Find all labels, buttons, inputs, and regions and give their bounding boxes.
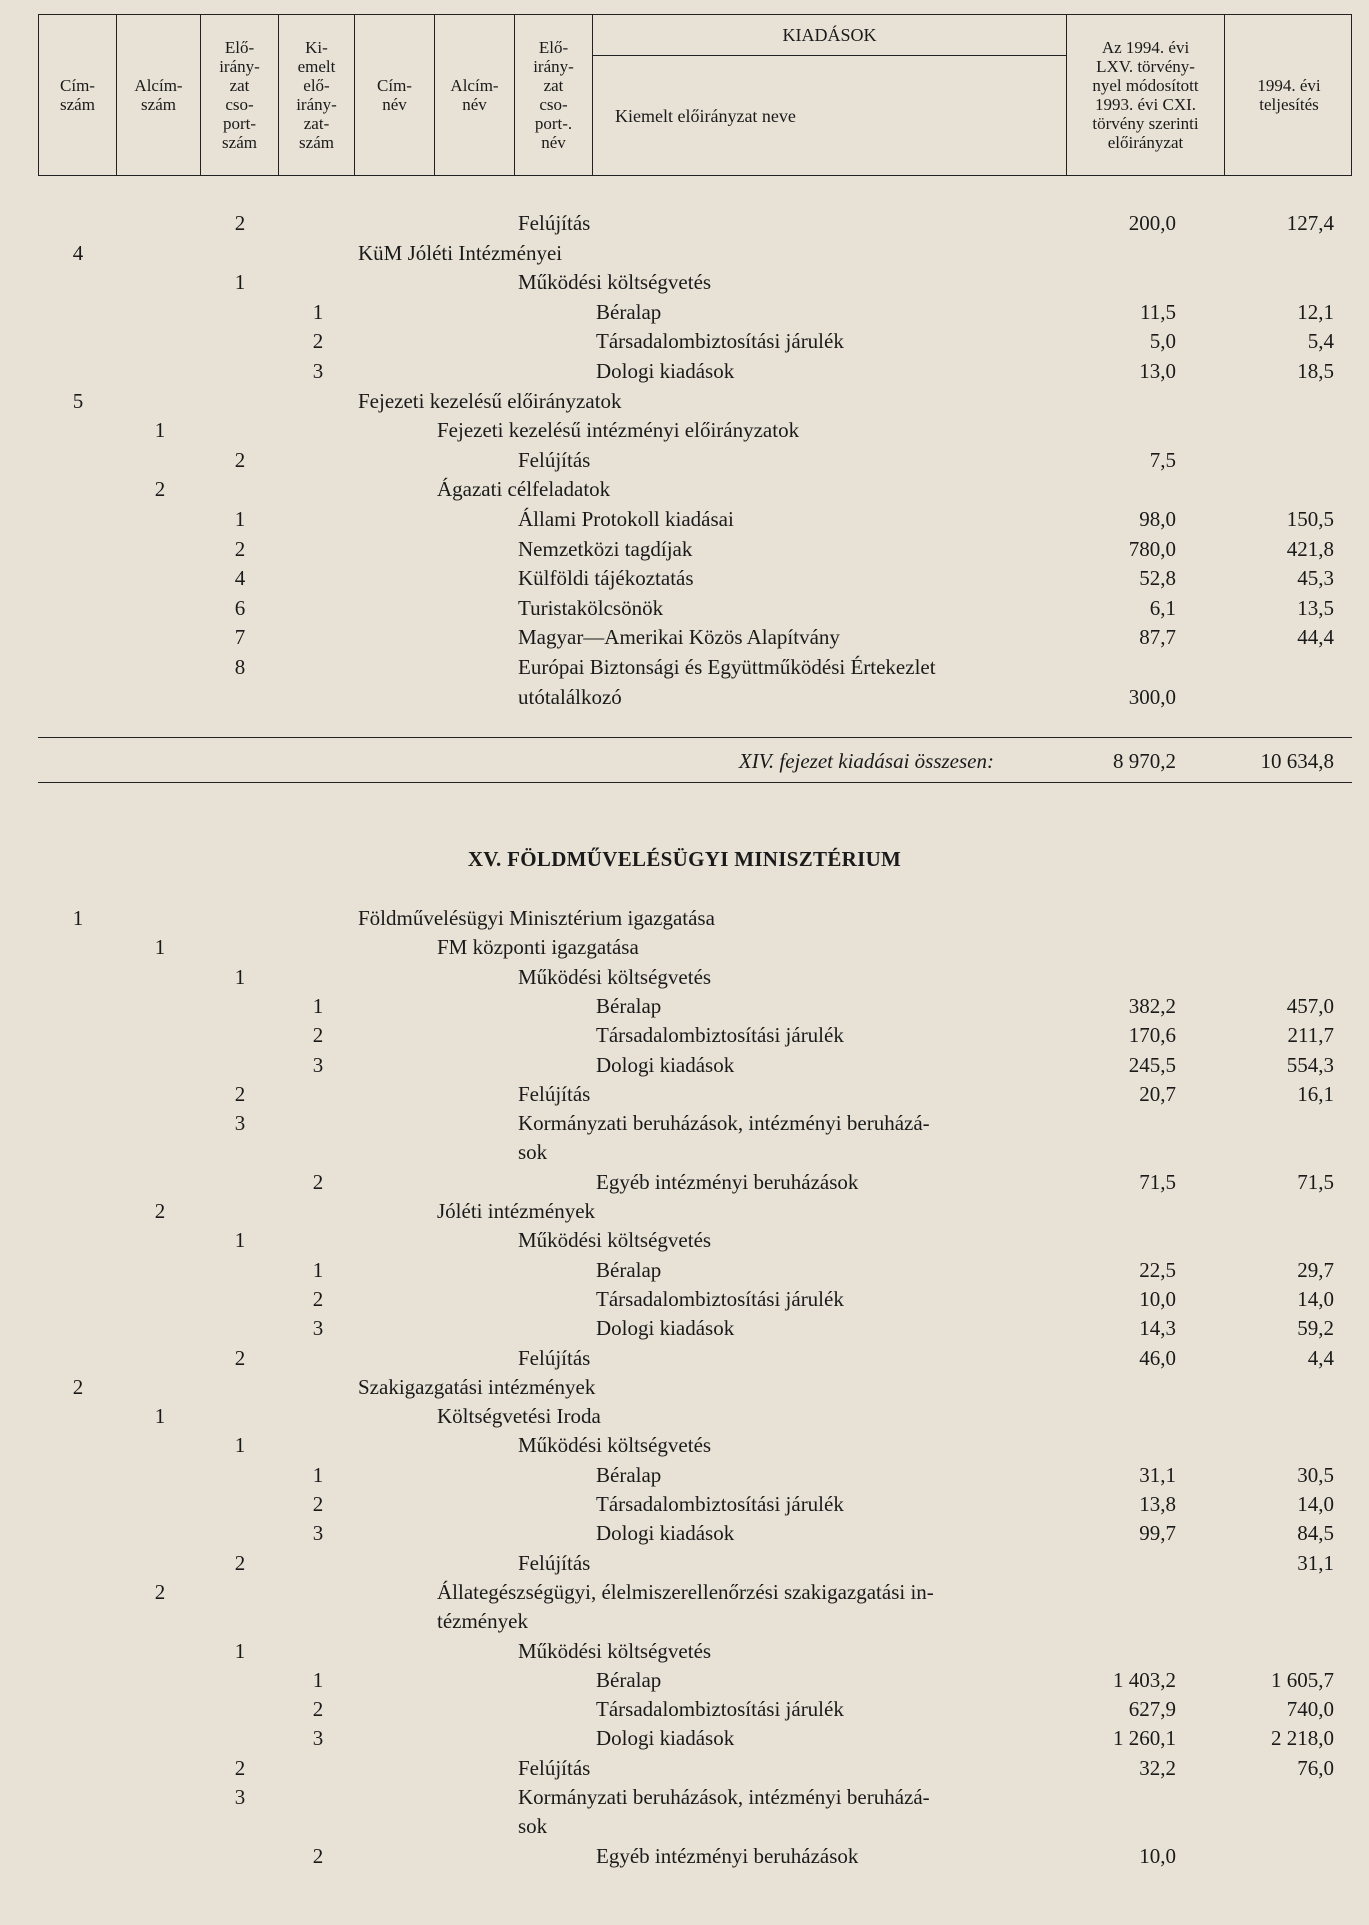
value-modositott: 7,5 <box>1149 447 1176 472</box>
alcim-szam: 1 <box>154 418 166 443</box>
table-row <box>0 1109 1369 1137</box>
item-name: Dologi kiadások <box>596 359 735 383</box>
item-name: Működési költségvetés <box>518 270 712 295</box>
table-row <box>0 1344 1369 1372</box>
header-1994-teljesites: 1994. évi teljesítés <box>1257 76 1321 114</box>
value-teljesites: 12,1 <box>1297 299 1334 324</box>
item-name: Működési költségvetés <box>518 964 712 989</box>
header-eloiranyzat-csoport-nev: Elő- irány- zat cso- port-. név <box>515 15 593 175</box>
value-modositott: 170,6 <box>1128 1023 1176 1048</box>
item-name: sok <box>518 1814 548 1839</box>
eloiranyzat-csoport-szam: 2 <box>234 211 246 235</box>
table-row <box>0 298 1369 326</box>
value-teljesites: 150,5 <box>1286 507 1334 531</box>
item-name: Működési költségvetés <box>518 1228 712 1253</box>
value-modositott: 627,9 <box>1128 1697 1176 1722</box>
item-name: Társadalombiztosítási járulék <box>596 329 844 354</box>
alcim-szam: 1 <box>154 935 166 960</box>
value-modositott: 14,3 <box>1139 1316 1176 1341</box>
table-row <box>0 1168 1369 1196</box>
item-name: Állategészségügyi, élelmiszerellenőrzési szakigazgatási in- <box>437 1579 934 1604</box>
kiemelt-eloiranyzat-szam: 2 <box>312 329 324 354</box>
item-name: Egyéb intézményi beruházások <box>596 1169 859 1194</box>
table-row <box>0 1431 1369 1459</box>
value-modositott: 10,0 <box>1139 1286 1176 1311</box>
value-teljesites: 31,1 <box>1297 1550 1334 1575</box>
item-name: FM központi igazgatása <box>437 935 639 960</box>
item-name: Külföldi tájékoztatás <box>518 566 694 591</box>
alcim-szam: 2 <box>154 1199 166 1223</box>
eloiranyzat-csoport-szam: 2 <box>234 1550 246 1575</box>
header-alcim-szam: Alcím- szám <box>117 15 201 175</box>
value-modositott: 22,5 <box>1139 1257 1176 1282</box>
value-modositott: 382,2 <box>1128 993 1176 1018</box>
table-row <box>0 963 1369 991</box>
value-teljesites: 14,0 <box>1297 1492 1334 1516</box>
table-row <box>0 1080 1369 1108</box>
kiemelt-eloiranyzat-szam: 2 <box>312 1697 324 1722</box>
table-row <box>0 535 1369 563</box>
item-name: Fejezeti kezelésű intézményi előirányzatok <box>437 418 800 443</box>
table-row <box>0 1285 1369 1313</box>
item-name: Kormányzati beruházások, intézményi beruházá- <box>518 1785 930 1809</box>
value-teljesites: 211,7 <box>1287 1023 1334 1048</box>
value-modositott: 98,0 <box>1139 507 1176 531</box>
kiemelt-eloiranyzat-szam: 1 <box>312 299 324 324</box>
item-name: Működési költségvetés <box>518 1638 712 1663</box>
eloiranyzat-csoport-szam: 7 <box>234 625 246 650</box>
value-modositott: 13,8 <box>1139 1492 1176 1516</box>
value-teljesites: 45,3 <box>1297 566 1334 591</box>
value-modositott: 5,0 <box>1149 329 1176 354</box>
table-row <box>0 992 1369 1020</box>
table-row <box>0 1373 1369 1401</box>
value-teljesites: 59,2 <box>1297 1316 1334 1341</box>
eloiranyzat-csoport-szam: 4 <box>234 566 246 591</box>
kiemelt-eloiranyzat-szam: 3 <box>312 359 324 383</box>
item-name: Költségvetési Iroda <box>437 1404 601 1429</box>
divider-top <box>38 737 1352 738</box>
table-row <box>0 1256 1369 1284</box>
eloiranyzat-csoport-szam: 8 <box>234 655 246 679</box>
table-row <box>0 1197 1369 1225</box>
item-name: Európai Biztonsági és Együttműködési Értekezlet <box>518 655 936 679</box>
item-name: Felújítás <box>518 447 591 472</box>
item-name: Egyéb intézményi beruházások <box>596 1843 859 1868</box>
eloiranyzat-csoport-szam: 2 <box>234 536 246 561</box>
header-eloiranyzat-csoport-szam: Elő- irány- zat cso- port- szám <box>201 15 279 175</box>
cim-szam: 1 <box>72 906 84 930</box>
table-row <box>0 416 1369 444</box>
item-name: Felújítás <box>518 1345 591 1370</box>
table-row <box>0 1461 1369 1489</box>
table-row <box>0 1519 1369 1547</box>
kiemelt-eloiranyzat-szam: 2 <box>312 1286 324 1311</box>
item-name: Dologi kiadások <box>596 1052 735 1077</box>
header-alcim-nev: Alcím- név <box>435 15 515 175</box>
item-name: Jóléti intézmények <box>437 1199 596 1223</box>
table-row <box>0 1490 1369 1518</box>
header-1994-modositott-eloiranyzat: Az 1994. évi LXV. törvény- nyel módosított 1993. évi CXI. törvény szerinti előirányzat <box>1067 15 1225 175</box>
value-teljesites: 2 218,0 <box>1271 1726 1334 1751</box>
value-modositott: 13,0 <box>1139 359 1176 383</box>
table-row <box>0 239 1369 267</box>
value-modositott: 1 260,1 <box>1113 1726 1176 1751</box>
value-teljesites: 1 605,7 <box>1271 1667 1334 1692</box>
item-name: Felújítás <box>518 1081 591 1106</box>
eloiranyzat-csoport-szam: 1 <box>234 1228 246 1253</box>
divider-bottom <box>38 782 1352 783</box>
item-name: tézmények <box>437 1609 528 1634</box>
item-name: Társadalombiztosítási járulék <box>596 1023 844 1048</box>
eloiranyzat-csoport-szam: 2 <box>234 447 246 472</box>
table-row <box>0 653 1369 681</box>
item-name: Ágazati célfeladatok <box>437 477 611 502</box>
table-row <box>0 623 1369 651</box>
table-row <box>0 475 1369 503</box>
table-row <box>0 268 1369 296</box>
item-name: Béralap <box>596 1667 662 1692</box>
item-name: sok <box>518 1140 548 1165</box>
kiemelt-eloiranyzat-szam: 3 <box>312 1316 324 1341</box>
eloiranyzat-csoport-szam: 1 <box>234 1638 246 1663</box>
item-name: Felújítás <box>518 211 591 235</box>
eloiranyzat-csoport-szam: 1 <box>234 507 246 531</box>
table-header <box>38 14 1352 176</box>
item-name: utótalálkozó <box>518 684 622 709</box>
kiemelt-eloiranyzat-szam: 1 <box>312 993 324 1018</box>
item-name: Működési költségvetés <box>518 1433 712 1458</box>
value-modositott: 20,7 <box>1139 1081 1176 1106</box>
alcim-szam: 1 <box>154 1404 166 1429</box>
eloiranyzat-csoport-szam: 3 <box>234 1785 246 1809</box>
value-teljesites: 18,5 <box>1297 359 1334 383</box>
table-row <box>0 1607 1369 1635</box>
item-name: Társadalombiztosítási járulék <box>596 1492 844 1516</box>
value-modositott: 99,7 <box>1139 1521 1176 1546</box>
kiemelt-eloiranyzat-szam: 1 <box>312 1462 324 1487</box>
value-modositott: 6,1 <box>1149 595 1176 620</box>
item-name: Földművelésügyi Minisztérium igazgatása <box>358 906 715 930</box>
table-row <box>0 387 1369 415</box>
item-name: Dologi kiadások <box>596 1316 735 1341</box>
eloiranyzat-csoport-szam: 1 <box>234 270 246 295</box>
table-row <box>0 357 1369 385</box>
value-teljesites: 30,5 <box>1297 1462 1334 1487</box>
table-row <box>0 1783 1369 1811</box>
value-modositott: 11,5 <box>1140 299 1176 324</box>
value-teljesites: 554,3 <box>1286 1052 1334 1077</box>
table-row <box>0 683 1369 711</box>
value-teljesites: 5,4 <box>1307 329 1334 354</box>
table-row <box>0 1138 1369 1166</box>
value-teljesites: 29,7 <box>1297 1257 1334 1282</box>
kiemelt-eloiranyzat-szam: 1 <box>312 1667 324 1692</box>
value-modositott: 10,0 <box>1139 1843 1176 1868</box>
alcim-szam: 2 <box>154 1579 166 1604</box>
alcim-szam: 2 <box>154 477 166 502</box>
kiemelt-eloiranyzat-szam: 3 <box>312 1521 324 1546</box>
header-kiadasok-title: KIADÁSOK <box>593 15 1066 56</box>
table-row <box>0 1578 1369 1606</box>
table-row <box>0 933 1369 961</box>
table-row <box>0 1666 1369 1694</box>
item-name: Béralap <box>596 1257 662 1282</box>
table-row <box>0 1314 1369 1342</box>
item-name: Béralap <box>596 993 662 1018</box>
table-row <box>0 1754 1369 1782</box>
table-row <box>0 327 1369 355</box>
value-modositott: 32,2 <box>1139 1755 1176 1780</box>
value-modositott: 52,8 <box>1139 566 1176 591</box>
kiemelt-eloiranyzat-szam: 1 <box>312 1257 324 1282</box>
value-teljesites: 16,1 <box>1297 1081 1334 1106</box>
item-name: Társadalombiztosítási járulék <box>596 1286 844 1311</box>
table-row <box>0 1226 1369 1254</box>
table-row <box>0 594 1369 622</box>
item-name: Nemzetközi tagdíjak <box>518 536 693 561</box>
table-row <box>0 505 1369 533</box>
total-value-teljesites: 10 634,8 <box>1260 749 1334 773</box>
value-teljesites: 421,8 <box>1286 536 1334 561</box>
item-name: KüM Jóléti Intézményei <box>358 240 563 265</box>
value-teljesites: 457,0 <box>1286 993 1334 1018</box>
item-name: Béralap <box>596 299 662 324</box>
value-modositott: 300,0 <box>1128 684 1176 709</box>
table-row <box>0 1724 1369 1752</box>
table-row <box>0 1051 1369 1079</box>
header-kiemelt-eloiranyzat-szam: Ki- emelt elő- irány- zat- szám <box>279 15 355 175</box>
value-modositott: 1 403,2 <box>1113 1667 1176 1692</box>
eloiranyzat-csoport-szam: 2 <box>234 1755 246 1780</box>
header-cim-szam: Cím- szám <box>39 15 117 175</box>
value-teljesites: 740,0 <box>1286 1697 1334 1722</box>
eloiranyzat-csoport-szam: 2 <box>234 1345 246 1370</box>
section-title: XV. FÖLDMŰVELÉSÜGYI MINISZTÉRIUM <box>467 847 902 871</box>
table-row <box>0 564 1369 592</box>
value-teljesites: 4,4 <box>1307 1345 1334 1370</box>
value-modositott: 200,0 <box>1128 211 1176 235</box>
value-modositott: 245,5 <box>1128 1052 1176 1077</box>
item-name: Szakigazgatási intézmények <box>358 1374 596 1399</box>
value-teljesites: 127,4 <box>1286 211 1334 235</box>
item-name: Turistakölcsönök <box>518 595 664 620</box>
table-row <box>0 1812 1369 1840</box>
value-teljesites: 14,0 <box>1297 1286 1334 1311</box>
eloiranyzat-csoport-szam: 2 <box>234 1081 246 1106</box>
eloiranyzat-csoport-szam: 1 <box>234 1433 246 1458</box>
kiemelt-eloiranyzat-szam: 2 <box>312 1492 324 1516</box>
total-row <box>0 747 1369 775</box>
value-modositott: 31,1 <box>1139 1462 1176 1487</box>
value-modositott: 46,0 <box>1139 1345 1176 1370</box>
table-row <box>0 1695 1369 1723</box>
header-kiemelt-eloiranyzat-neve: Kiemelt előirányzat neve <box>615 105 796 126</box>
value-modositott: 87,7 <box>1139 625 1176 650</box>
table-row <box>0 1402 1369 1430</box>
kiemelt-eloiranyzat-szam: 2 <box>312 1843 324 1868</box>
item-name: Felújítás <box>518 1550 591 1575</box>
kiemelt-eloiranyzat-szam: 3 <box>312 1052 324 1077</box>
item-name: Dologi kiadások <box>596 1726 735 1751</box>
value-teljesites: 13,5 <box>1297 595 1334 620</box>
total-label: XIV. fejezet kiadásai összesen: <box>738 749 994 773</box>
eloiranyzat-csoport-szam: 1 <box>234 964 246 989</box>
table-row <box>0 1637 1369 1665</box>
item-name: Állami Protokoll kiadásai <box>518 507 734 531</box>
table-row <box>0 1842 1369 1870</box>
cim-szam: 2 <box>72 1374 84 1399</box>
table-row <box>0 446 1369 474</box>
value-teljesites: 71,5 <box>1297 1169 1334 1194</box>
value-teljesites: 76,0 <box>1297 1755 1334 1780</box>
item-name: Dologi kiadások <box>596 1521 735 1546</box>
cim-szam: 5 <box>72 388 84 413</box>
table-row <box>0 1549 1369 1577</box>
item-name: Magyar—Amerikai Közös Alapítvány <box>518 625 840 650</box>
kiemelt-eloiranyzat-szam: 2 <box>312 1169 324 1194</box>
item-name: Felújítás <box>518 1755 591 1780</box>
item-name: Fejezeti kezelésű előirányzatok <box>358 388 622 413</box>
table-row <box>0 209 1369 237</box>
eloiranyzat-csoport-szam: 6 <box>234 595 246 620</box>
eloiranyzat-csoport-szam: 3 <box>234 1111 246 1136</box>
table-row <box>0 1021 1369 1049</box>
kiemelt-eloiranyzat-szam: 2 <box>312 1023 324 1048</box>
value-modositott: 780,0 <box>1128 536 1176 561</box>
value-modositott: 71,5 <box>1139 1169 1176 1194</box>
value-teljesites: 84,5 <box>1297 1521 1334 1546</box>
header-kiadasok <box>593 15 1067 175</box>
value-teljesites: 44,4 <box>1297 625 1334 650</box>
header-cim-nev: Cím- név <box>355 15 435 175</box>
cim-szam: 4 <box>72 240 84 265</box>
total-value-modositott: 8 970,2 <box>1113 749 1176 773</box>
item-name: Társadalombiztosítási járulék <box>596 1697 844 1722</box>
item-name: Béralap <box>596 1462 662 1487</box>
item-name: Kormányzati beruházások, intézményi beruházá- <box>518 1111 930 1136</box>
kiemelt-eloiranyzat-szam: 3 <box>312 1726 324 1751</box>
table-row <box>0 904 1369 932</box>
